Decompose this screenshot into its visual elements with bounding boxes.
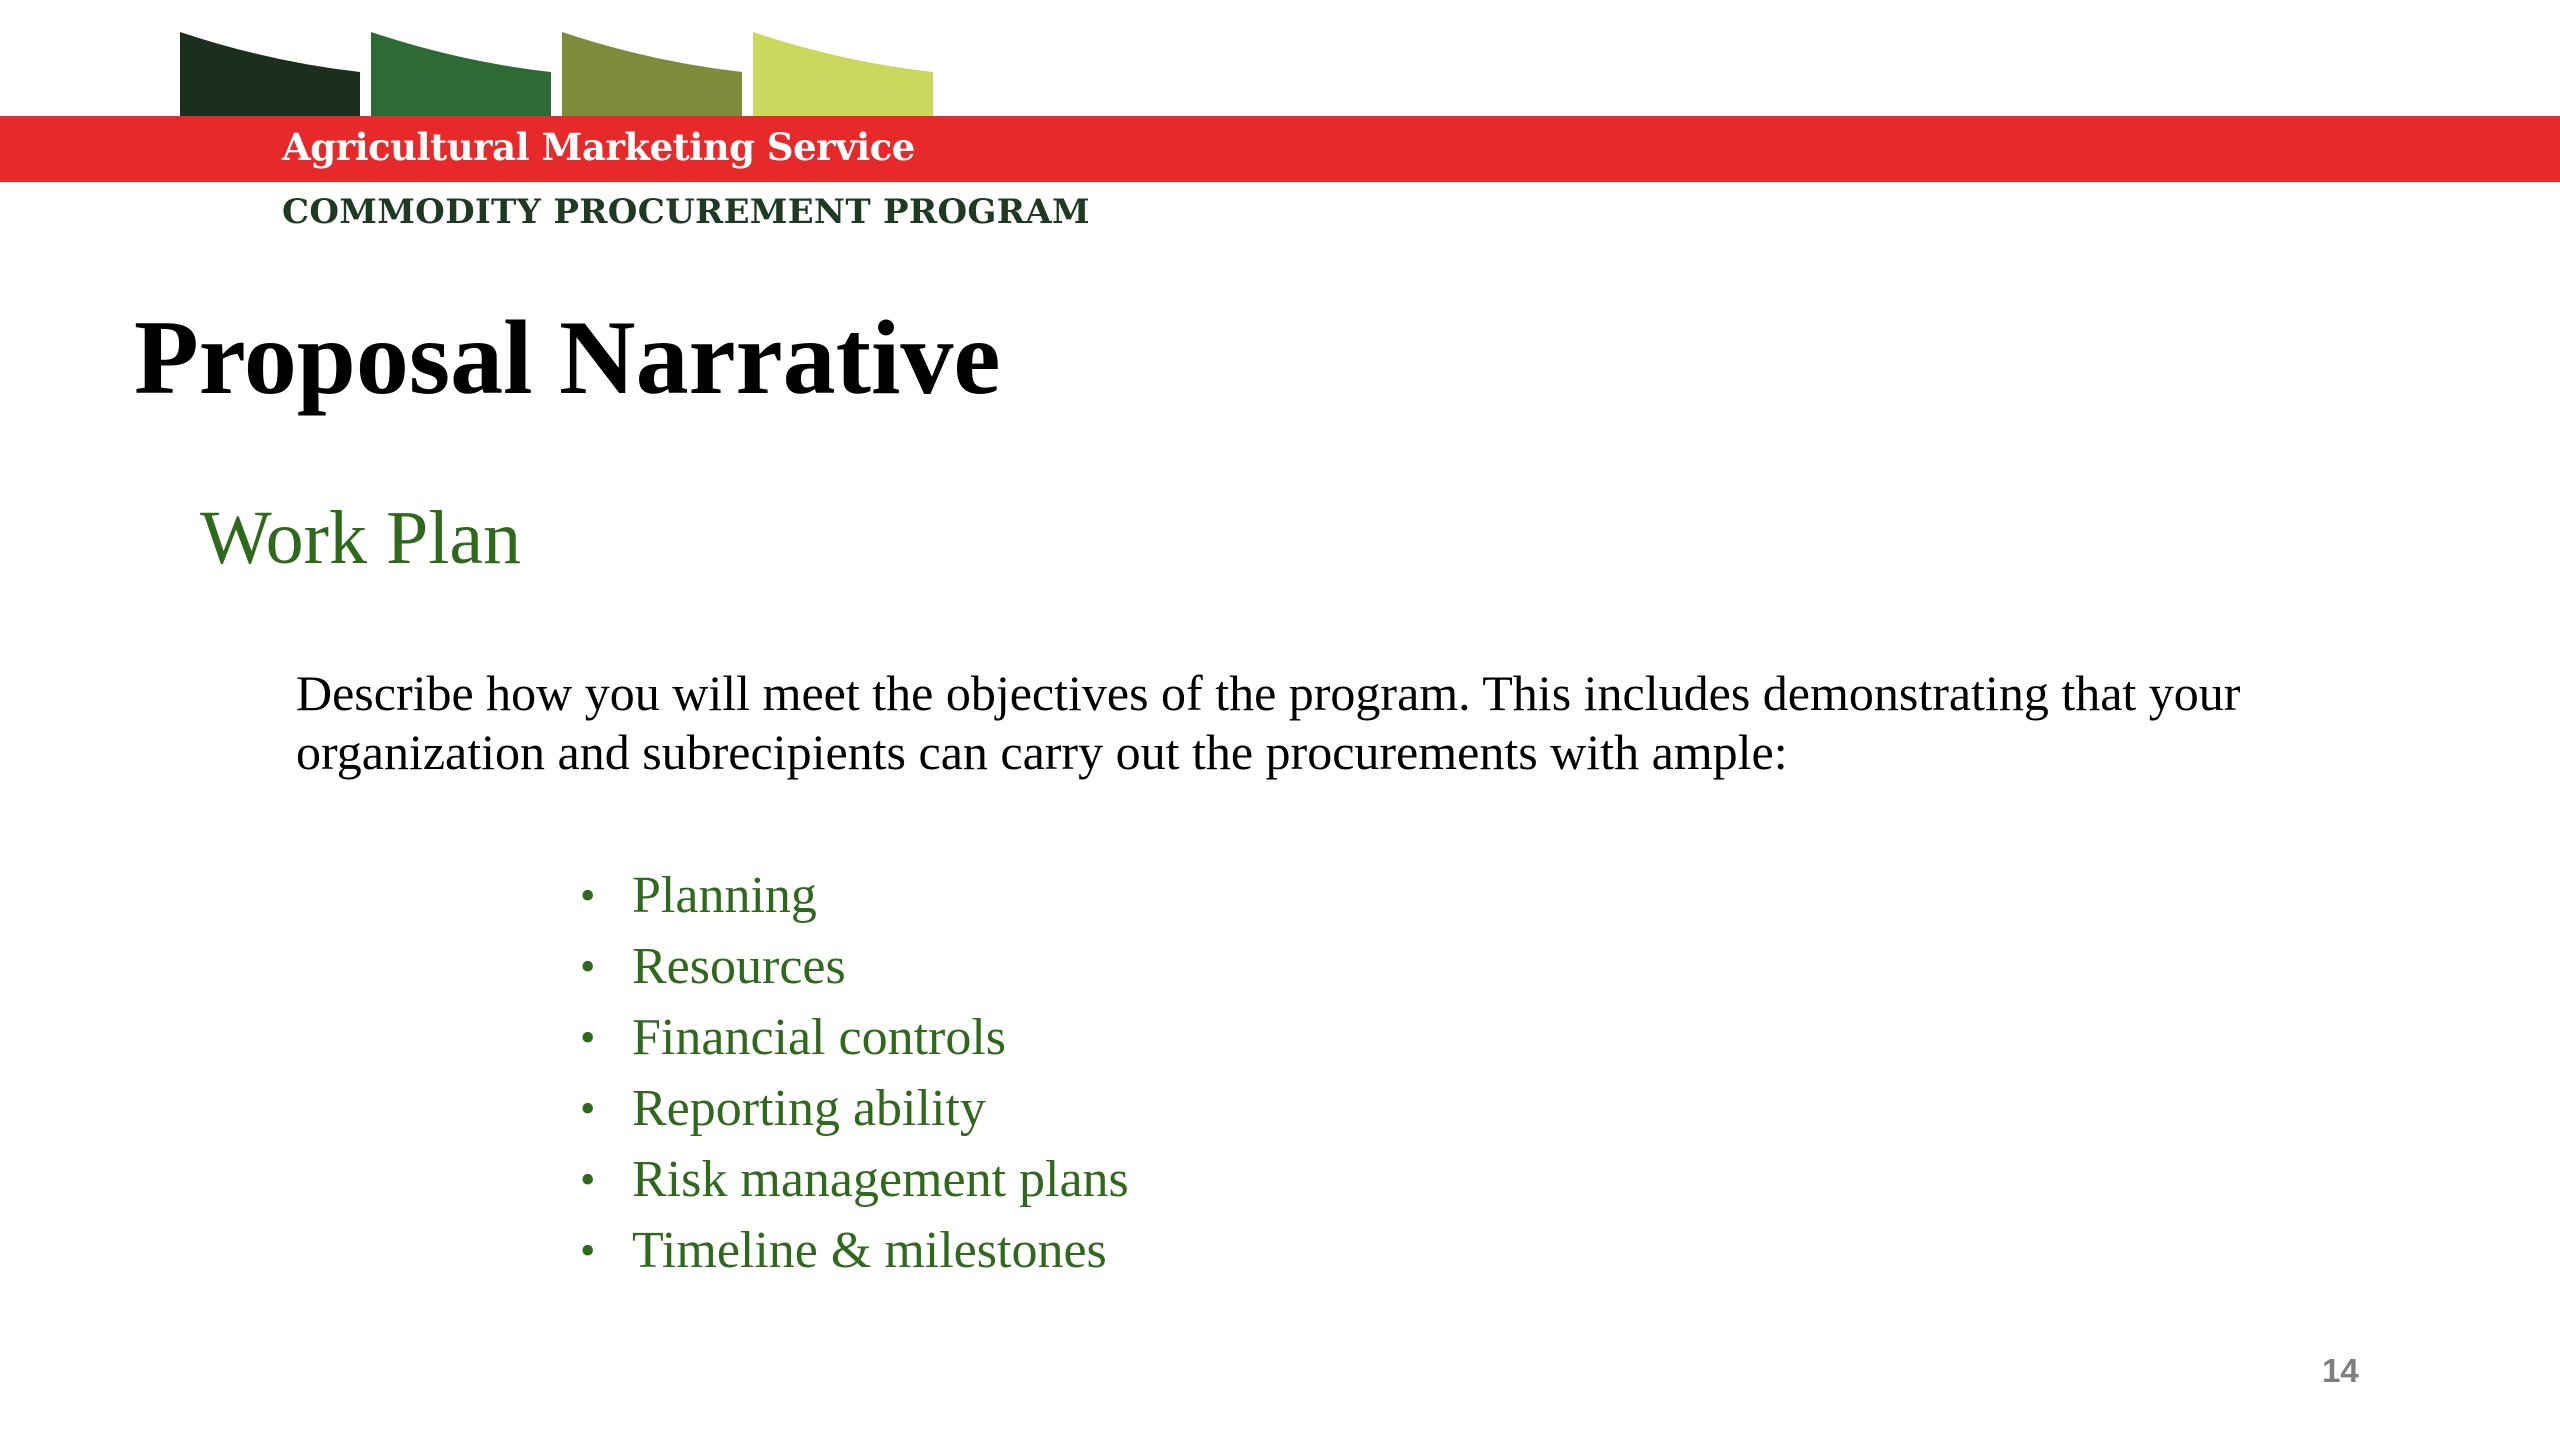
list-item-text: Reporting ability <box>632 1080 986 1137</box>
list-item-text: Timeline & milestones <box>632 1222 1107 1279</box>
bullet-list <box>580 860 1129 1286</box>
list-item <box>580 860 1129 931</box>
list-item-text: Financial controls <box>632 1009 1007 1066</box>
program-name: COMMODITY PROCUREMENT PROGRAM <box>282 192 1090 232</box>
list-item <box>580 1002 1129 1073</box>
bullet-point-icon: • <box>580 871 596 920</box>
logo-tab-olive <box>562 32 742 118</box>
logo-tab-green <box>371 32 551 118</box>
logo-tab-dark-green <box>180 32 360 118</box>
bullet-point-icon: • <box>580 1013 596 1062</box>
list-item-text: Risk management plans <box>632 1151 1129 1208</box>
bullet-point-icon: • <box>580 1155 596 1204</box>
list-item-text: Resources <box>632 938 846 995</box>
list-item <box>580 1073 1129 1144</box>
bullet-point-icon: • <box>580 1226 596 1275</box>
agency-name: Agricultural Marketing Service <box>282 125 915 169</box>
logo-tab-lime <box>753 32 933 118</box>
list-item <box>580 1144 1129 1215</box>
section-description: Describe how you will meet the objectives of the program. This includes demonstrating that your organization and subrecipients can carry out the procurements with ample: <box>296 665 2241 780</box>
ams-logo-tabs <box>0 0 1000 120</box>
list-item <box>580 1215 1129 1286</box>
section-heading: Work Plan <box>200 496 522 580</box>
list-item <box>580 931 1129 1002</box>
bullet-point-icon: • <box>580 1084 596 1133</box>
bullet-point-icon: • <box>580 942 596 991</box>
list-item-text: Planning <box>632 867 817 924</box>
page-number: 14 <box>2322 1352 2359 1389</box>
slide-title: Proposal Narrative <box>134 299 1001 416</box>
